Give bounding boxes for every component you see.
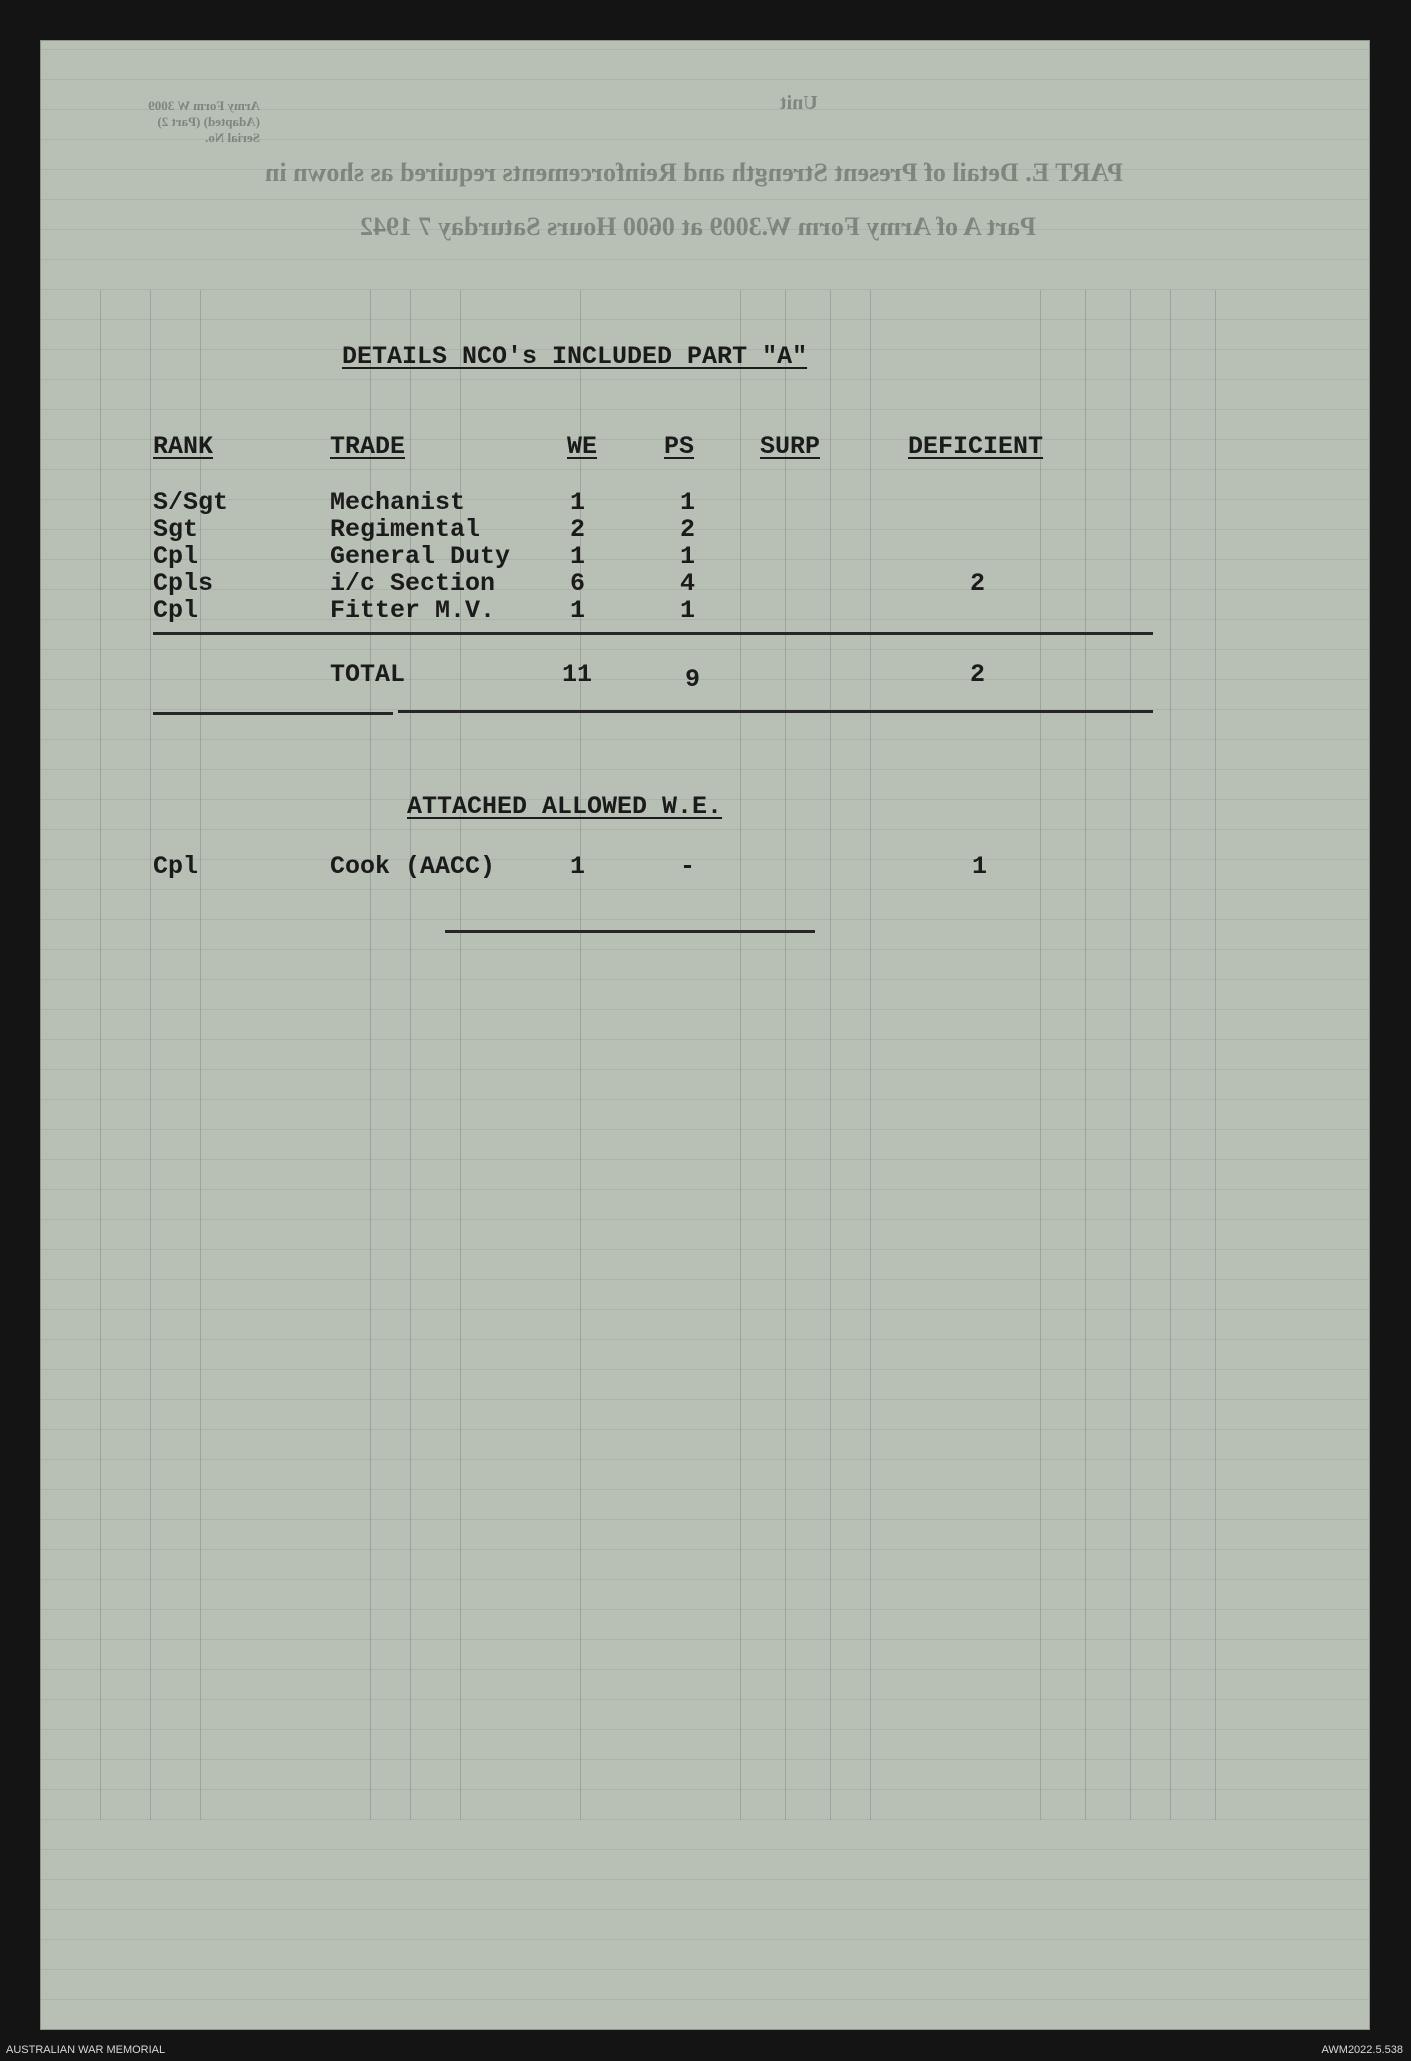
col-header-trade: TRADE	[330, 432, 406, 461]
col-header-deficient: DEFICIENT	[908, 432, 1044, 461]
attached-deficient: 1	[972, 852, 988, 881]
row-ps: 1	[680, 596, 696, 625]
row-deficient: 2	[970, 569, 986, 598]
rule-end	[445, 930, 815, 933]
bleed-unit-label: Unit	[780, 92, 818, 114]
total-ps: 9	[685, 665, 701, 694]
row-ps: 2	[680, 515, 696, 544]
row-ps: 4	[680, 569, 696, 598]
bleed-title-line2: Part A of Army Form W.3009 at 0600 Hours Saturday 7 1942	[360, 212, 1036, 241]
bleed-title-line1: PART E. Detail of Present Strength and Reinforcements required as shown in	[265, 158, 1124, 187]
row-we: 1	[570, 542, 586, 571]
row-we: 1	[570, 488, 586, 517]
row-we: 6	[570, 569, 586, 598]
page-heading: DETAILS NCO's INCLUDED PART "A"	[342, 342, 808, 371]
row-trade: i/c Section	[330, 569, 496, 598]
bleed-form-ref: Army Form W 3009 (Adapted) (Part 2) Serial No.	[148, 98, 260, 145]
rule-above-total	[153, 632, 1153, 635]
rule-below-total-right	[398, 710, 1153, 713]
rule-below-total-left	[153, 712, 393, 715]
total-label: TOTAL	[330, 660, 406, 689]
attached-heading: ATTACHED ALLOWED W.E.	[407, 792, 723, 821]
total-deficient: 2	[970, 660, 986, 689]
row-trade: Fitter M.V.	[330, 596, 496, 625]
row-rank: Cpls	[153, 569, 214, 598]
archive-id: AWM2022.5.538	[1321, 2044, 1403, 2056]
col-header-we: WE	[567, 432, 598, 461]
attached-ps: -	[680, 852, 696, 881]
archive-credit: AUSTRALIAN WAR MEMORIAL	[6, 2044, 166, 2056]
row-trade: Regimental	[330, 515, 481, 544]
row-rank: Sgt	[153, 515, 199, 544]
attached-trade: Cook (AACC)	[330, 852, 496, 881]
row-ps: 1	[680, 542, 696, 571]
row-we: 2	[570, 515, 586, 544]
col-header-surp: SURP	[760, 432, 821, 461]
total-we: 11	[562, 660, 593, 689]
row-trade: General Duty	[330, 542, 511, 571]
row-trade: Mechanist	[330, 488, 466, 517]
attached-we: 1	[570, 852, 586, 881]
row-ps: 1	[680, 488, 696, 517]
col-header-rank: RANK	[153, 432, 214, 461]
row-rank: S/Sgt	[153, 488, 229, 517]
document-sheet	[40, 40, 1370, 2030]
attached-rank: Cpl	[153, 852, 199, 881]
row-we: 1	[570, 596, 586, 625]
row-rank: Cpl	[153, 542, 199, 571]
row-rank: Cpl	[153, 596, 199, 625]
col-header-ps: PS	[664, 432, 695, 461]
